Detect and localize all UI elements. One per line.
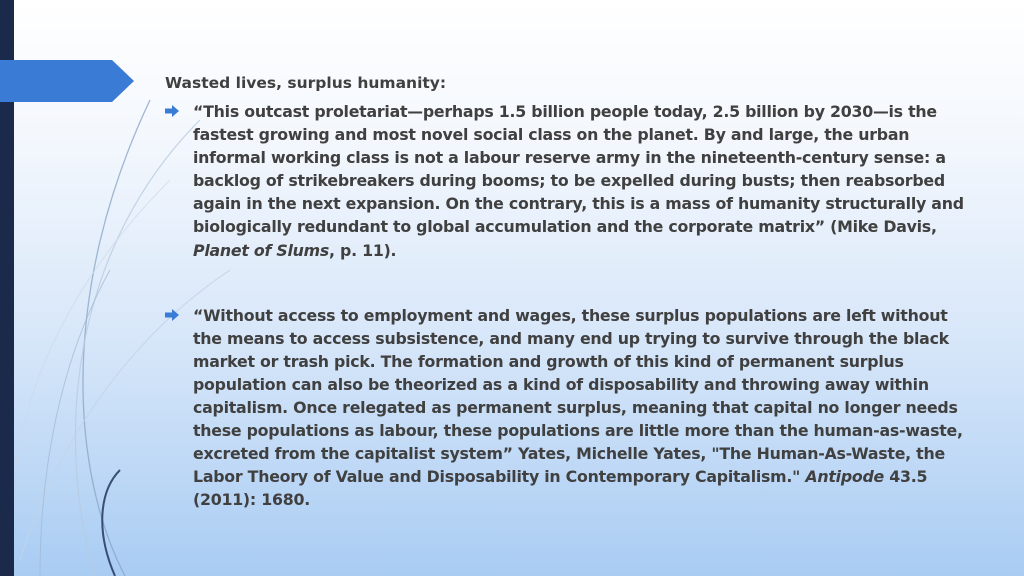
quote-text: “Without access to employment and wages, these surplus populations are left without the means to access subsistence, and many end up trying to survive through the black market or trash pick. The formation and growth of this kind of permanent surplus population can also be theorized as a kind of disposability and throwing away within capitalism. Once relegated as permanent surplus, meaning that capital no longer needs these populations as labour, these populations are little more than the human-as-waste, excreted from the capitalist system” Yates, Michelle Yates, "The Human-As-Waste, the Labor Theory of Value and Disposability in Contemporary Capitalism." (193, 305, 963, 487)
quote-text: “This outcast proletariat—perhaps 1.5 billion people today, 2.5 billion by 2030—is the fastest growing and most novel social class on the planet. By and large, the urban informal working class is not a labour reserve army in the nineteenth-century sense: a backlog of strikebreakers during booms; to be expelled during busts; then reabsorbed again in the next expansion. On the contrary, this is a mass of humanity structurally and biologically redundant to global accumulation and the corporate matrix” (Mike Davis, (193, 102, 964, 237)
arrow-right-icon (165, 309, 179, 321)
slide-content (165, 72, 965, 512)
journal-title: Antipode (805, 467, 884, 487)
bullet-text (193, 100, 965, 262)
arrow-right-icon (165, 105, 179, 117)
bullet-item-yates (165, 304, 965, 512)
citation-suffix: 43.5 (2011): 1680. (193, 467, 928, 510)
bullet-text (193, 304, 965, 512)
citation-suffix: , p. 11). (329, 240, 397, 260)
slide-heading: Wasted lives, surplus humanity: (165, 74, 447, 92)
title-arrow-band (0, 60, 134, 102)
book-title: Planet of Slums (193, 240, 330, 260)
bullet-item-davis (165, 100, 965, 262)
